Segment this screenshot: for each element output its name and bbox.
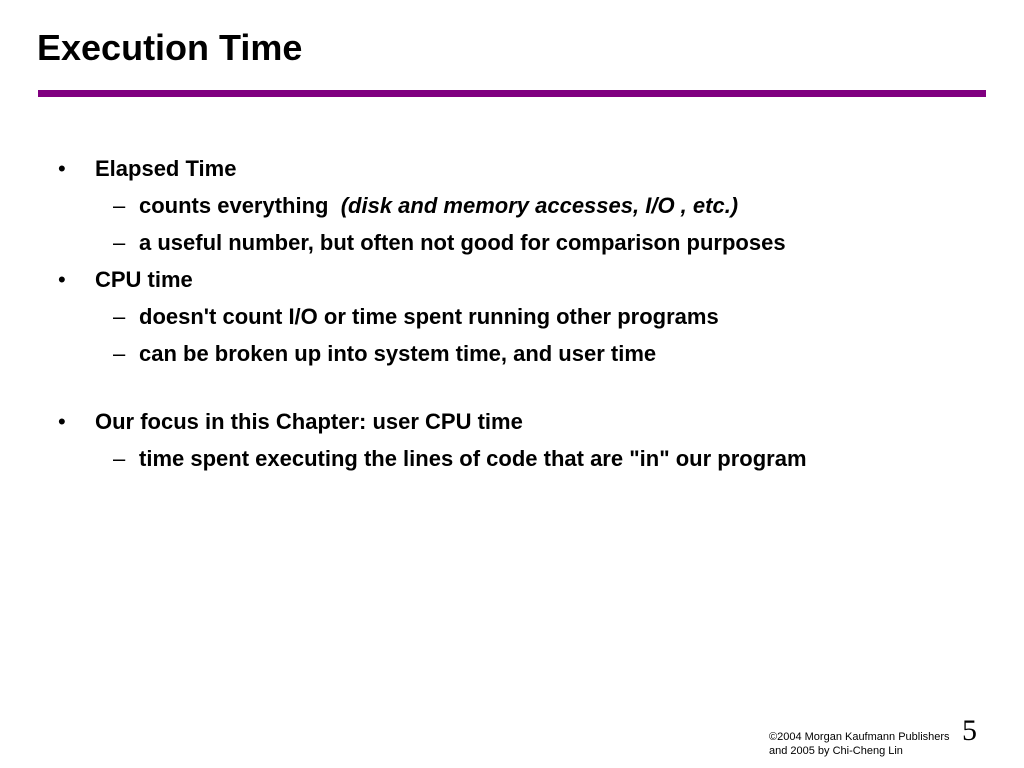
- sub-bullet-useful-number: a useful number, but often not good for comparison purposes: [139, 230, 786, 255]
- sub-bullet-marker: –: [113, 446, 126, 471]
- sub-bullet-marker: –: [113, 230, 126, 255]
- footer-line-1: [769, 730, 950, 744]
- title-divider: [38, 90, 986, 97]
- sub-bullet-marker: –: [113, 193, 126, 218]
- bullet-marker: •: [58, 267, 66, 292]
- footer-publisher: 2004 Morgan Kaufmann Publishers: [777, 731, 950, 743]
- sub-bullet-counts-everything: [139, 195, 738, 217]
- footer-credit: [769, 730, 950, 758]
- sub-bullet-time-spent-executing: time spent executing the lines of code that are "in" our program: [139, 446, 807, 471]
- bullet-elapsed-time: Elapsed Time: [95, 156, 237, 181]
- sub-bullet-marker: –: [113, 341, 126, 366]
- footer-line-2: and 2005 by Chi-Cheng Lin: [769, 745, 903, 757]
- bullet-marker: •: [58, 156, 66, 181]
- sub-bullet-text: counts everything: [139, 193, 329, 218]
- bullet-marker: •: [58, 409, 66, 434]
- sub-bullet-system-user-time: can be broken up into system time, and user time: [139, 341, 657, 366]
- sub-bullet-marker: –: [113, 304, 126, 329]
- slide-title: Execution Time: [37, 27, 303, 68]
- page-number: 5: [962, 714, 977, 747]
- bullet-our-focus: Our focus in this Chapter: user CPU time: [95, 409, 523, 434]
- sub-bullet-emphasis: (disk and memory accesses, I/O , etc.): [340, 193, 739, 218]
- sub-bullet-doesnt-count-io: doesn't count I/O or time spent running other programs: [139, 304, 719, 329]
- bullet-cpu-time: CPU time: [95, 267, 193, 292]
- copyright-icon: ©: [769, 731, 778, 743]
